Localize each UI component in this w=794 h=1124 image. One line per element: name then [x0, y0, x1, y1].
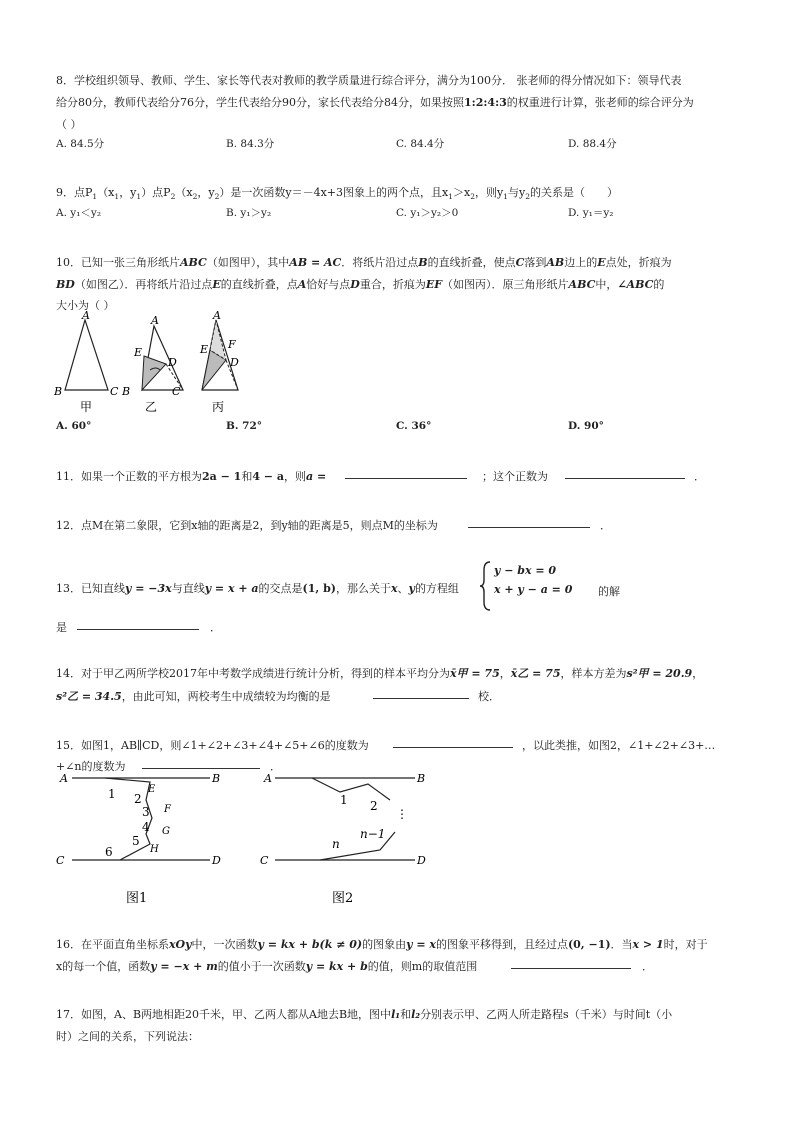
svg-text:A: A: [213, 309, 221, 322]
q16-text: 中，一次函数: [191, 938, 258, 951]
q17-text: 17．如图，A、B两地相距20千米，甲、乙两人都从A地去B地，图中: [56, 1008, 392, 1021]
q11-text: ，则: [283, 470, 306, 483]
q9-sub: 1: [114, 192, 120, 202]
q10-math: C: [515, 256, 525, 269]
q11-math: 4 − a: [252, 470, 284, 483]
q10-text: 边上的: [564, 256, 598, 269]
q13-text: 的方程组: [414, 582, 459, 595]
q10-line3: 大小为（ ）: [56, 299, 115, 312]
q13-math: y: [408, 582, 415, 595]
svg-text:F: F: [228, 338, 236, 351]
q14-mean-jia: x̄甲 = 75: [450, 667, 500, 680]
figure-1: [56, 772, 221, 906]
q10-option-b[interactable]: B. 72°: [226, 420, 263, 432]
figure-yi: [121, 314, 183, 414]
q10-text: （如图丙）．原三角形纸片: [442, 278, 569, 291]
q10-text: 落到: [524, 256, 547, 269]
svg-text:2: 2: [134, 792, 142, 806]
svg-text:C: C: [260, 854, 269, 867]
q9-text: ＞x: [453, 186, 471, 199]
q10-text: 的直线折叠，使点: [427, 256, 516, 269]
q13-system-eq2: x + y − a = 0: [494, 583, 573, 596]
figure-2: [260, 772, 426, 906]
q15-line1: 15．如图1，AB∥CD，则∠1+∠2+∠3+∠4+∠5+∠6的度数为: [56, 739, 369, 752]
q17-math: l₂: [411, 1008, 421, 1021]
q16-end: ．: [642, 960, 653, 973]
q9-text: （x: [175, 186, 193, 199]
q10-option-a[interactable]: A. 60°: [56, 420, 92, 432]
q10-text: 的直线折叠，点: [220, 278, 298, 291]
svg-text:B: B: [212, 772, 221, 785]
q13-stem: [56, 580, 459, 596]
svg-text:E: E: [148, 784, 156, 795]
q10-text: 恰好与点: [306, 278, 351, 291]
q9-sub: 1: [448, 192, 453, 202]
q10-text: 的: [653, 278, 665, 291]
q12-answer-blank[interactable]: [468, 517, 590, 528]
q13-system-eq1: y − bx = 0: [494, 564, 557, 577]
q11-answer-blank-1[interactable]: [345, 468, 467, 479]
q10-text: 10．已知一张三角形纸片: [56, 256, 180, 269]
q14-answer-blank[interactable]: [373, 688, 469, 699]
q13-text: 的交点是: [258, 582, 303, 595]
q11-end: ．: [694, 470, 705, 483]
q10-text: （如图甲），其中: [206, 256, 290, 269]
q17-text: 和: [400, 1008, 412, 1021]
q8-option-c[interactable]: C. 84.4分: [396, 138, 445, 150]
q13-text-2: 的解: [598, 585, 620, 598]
q9-text: ，y: [119, 186, 137, 199]
q14-var-yi: s²乙 = 34.5: [56, 690, 122, 703]
q9-text: 与y: [508, 186, 526, 199]
q14-text: 14．对于甲乙两所学校2017年中考数学成绩进行统计分析，得到的样本平均分为: [56, 667, 450, 680]
q11-text: 和: [241, 470, 253, 483]
svg-text:G: G: [162, 826, 170, 837]
q10-math: A: [297, 278, 307, 291]
q9-sub: 1: [503, 192, 508, 202]
svg-text:6: 6: [105, 845, 113, 859]
q16-math: y = x: [406, 938, 436, 951]
q12-end: ．: [600, 519, 611, 532]
q13-end: ．: [210, 621, 221, 634]
svg-text:H: H: [150, 844, 159, 855]
figure-1-caption: 图1: [126, 891, 148, 906]
svg-text:A: A: [151, 314, 159, 327]
svg-text:n−1: n−1: [360, 827, 386, 841]
svg-text:B: B: [122, 385, 131, 398]
q15-answer-blank-1[interactable]: [393, 737, 513, 748]
q8-option-b[interactable]: B. 84.3分: [226, 138, 275, 150]
q10-math: ABC: [568, 278, 596, 291]
svg-text:A: A: [82, 309, 90, 322]
q16-text: 的值，则m的取值范围: [367, 960, 478, 973]
q10-line2: [56, 276, 664, 292]
q10-math: E: [597, 256, 606, 269]
figure-2-caption: 图2: [332, 891, 354, 906]
q10-text: ．将纸片沿过点: [341, 256, 419, 269]
q8-line2: [56, 94, 694, 110]
label-yi: 乙: [145, 400, 158, 414]
q13-brace: [480, 560, 492, 612]
q16-text: 16．在平面直角坐标系: [56, 938, 169, 951]
svg-text:D: D: [230, 356, 239, 369]
svg-text:D: D: [212, 854, 221, 867]
q16-line1: [56, 936, 708, 952]
q16-math: xOy: [169, 938, 192, 951]
q16-math: y = kx + b: [305, 960, 368, 973]
label-bing: 丙: [212, 400, 225, 414]
svg-text:5: 5: [132, 834, 140, 848]
q15-end: ．: [270, 760, 281, 773]
q16-math: (0, −1): [567, 938, 611, 951]
svg-text:3: 3: [142, 805, 150, 819]
q13-answer-blank[interactable]: [77, 619, 199, 630]
label-jia: 甲: [80, 400, 93, 414]
q10-text: 重合，折痕为: [359, 278, 426, 291]
q10-text: 中，: [595, 278, 618, 291]
q8-line2-a: 给分80分，教师代表给分76分，学生代表给分90分，家长代表给分84分，如果按照: [56, 96, 464, 109]
svg-text:1: 1: [108, 787, 116, 801]
figure-jia: [53, 309, 119, 414]
q8-paren: （ ）: [56, 118, 82, 131]
q13-text: 13．已知直线: [56, 582, 125, 595]
q10-math: EF: [425, 278, 443, 291]
q16-text: ．当: [610, 938, 633, 951]
q12-stem: 12．点M在第二象限，它到x轴的距离是2，到y轴的距离是5，则点M的坐标为: [56, 519, 438, 532]
q16-text: x的每一个值，函数: [56, 960, 151, 973]
q15-answer-blank-2[interactable]: [142, 758, 260, 769]
q16-line2: [56, 958, 477, 974]
q9-text: ，y: [197, 186, 215, 199]
svg-text:D: D: [417, 854, 426, 867]
q8-line1: 8．学校组织领导、教师、学生、家长等代表对教师的教学质量进行综合评分，满分为100分． 张老师的得分情况如下：领导代表: [56, 74, 682, 87]
svg-text:1: 1: [340, 793, 348, 807]
q14-mean-yi: x̄乙 = 75: [510, 667, 561, 680]
q17-math: l₁: [391, 1008, 401, 1021]
q14-line1: 14．对于甲乙两所学校2017年中考数学成绩进行统计分析，得到的样本平均分为x̄甲 = 75，x̄乙 = 75，样本方差为s²甲 = 20.9，: [56, 667, 704, 680]
q9-sub: 2: [170, 192, 176, 202]
q10-math: D: [350, 278, 360, 291]
q16-text: 的值小于一次函数: [217, 960, 306, 973]
q9-sub: 1: [136, 192, 142, 202]
q9-option-d[interactable]: D. y₁＝y₂: [568, 207, 614, 219]
q13-math: y = −3x: [125, 582, 172, 595]
q9-option-c[interactable]: C. y₁＞y₂＞0: [396, 207, 459, 219]
q10-math: ∠ABC: [617, 278, 654, 291]
q9-sub: 2: [192, 192, 198, 202]
svg-text:C: C: [110, 385, 119, 398]
q15-line2: +∠n的度数为: [56, 760, 126, 773]
q10-math: B: [418, 256, 428, 269]
svg-text:C: C: [172, 385, 181, 398]
q10-option-d[interactable]: D. 90°: [568, 420, 604, 432]
q11-answer-blank-2[interactable]: [565, 468, 685, 479]
q9-option-a[interactable]: A. y₁＜y₂: [56, 207, 102, 219]
q16-math: y = kx + b(k ≠ 0): [257, 938, 363, 951]
q14-var-jia: s²甲 = 20.9: [626, 667, 693, 680]
q8-line2-b: 的权重进行计算，张老师的综合评分为: [506, 96, 694, 109]
q9-sub: 2: [525, 192, 530, 202]
q14-line2: [56, 688, 331, 704]
svg-text:E: E: [134, 346, 143, 359]
q10-option-c[interactable]: C. 36°: [396, 420, 432, 432]
q14-text: ，由此可知，两校考生中成绩较为均衡的是: [121, 690, 331, 703]
q16-text: 的图象由: [362, 938, 407, 951]
q17-line1: [56, 1006, 672, 1022]
q10-math: E: [212, 278, 221, 291]
svg-text:A: A: [60, 772, 68, 785]
svg-text:2: 2: [370, 799, 378, 813]
q16-text: 的图象平移得到，且经过点: [435, 938, 568, 951]
q17-text: 分别表示甲、乙两人所走路程s（千米）与时间t（小: [420, 1008, 673, 1021]
q15-line1-b: ，以此类推，如图2，∠1+∠2+∠3+…: [522, 739, 716, 752]
q8-ratio: 1:2:4:3: [464, 96, 507, 109]
q10-math: AB = AC: [289, 256, 342, 269]
q13-text: 、: [397, 582, 409, 595]
q10-text: （如图乙）．再将纸片沿过点: [74, 278, 213, 291]
q8-option-a[interactable]: A. 84.5分: [56, 138, 105, 150]
q13-text: 与直线: [171, 582, 205, 595]
svg-text:E: E: [200, 343, 209, 356]
q13-math: (1, b): [302, 582, 336, 595]
q9-text: （x: [97, 186, 115, 199]
q8-option-d[interactable]: D. 88.4分: [568, 138, 617, 150]
q11-math: 2a − 1: [202, 470, 242, 483]
q9-option-b[interactable]: B. y₁＞y₂: [226, 207, 272, 219]
q15-figures: [50, 770, 450, 910]
q9-sub: 2: [470, 192, 475, 202]
svg-text:C: C: [56, 854, 65, 867]
q11-math: a =: [305, 470, 327, 483]
svg-text:A: A: [264, 772, 272, 785]
svg-text:B: B: [54, 385, 63, 398]
q17-line2: 时）之间的关系，下列说法：: [56, 1030, 199, 1043]
q14-end: 校．: [478, 690, 500, 703]
q11-text-2: ；这个正数为: [482, 470, 548, 483]
q14-text: ，样本方差为: [560, 667, 627, 680]
q10-line1: [56, 254, 672, 270]
q16-answer-blank[interactable]: [511, 958, 631, 969]
svg-text:4: 4: [142, 820, 150, 834]
figure-bing: [199, 309, 239, 414]
q13-math: x: [390, 582, 398, 595]
q13-text: ，那么关于: [335, 582, 391, 595]
q9-text: ）点P: [141, 186, 171, 199]
q16-text: 时，对于: [663, 938, 708, 951]
q11-text: 11．如果一个正数的平方根为: [56, 470, 202, 483]
svg-text:⋮: ⋮: [396, 807, 408, 821]
q16-math: y = −x + m: [150, 960, 218, 973]
q9-text: 的关系是（ ）: [530, 186, 618, 199]
q9-sub: 2: [214, 192, 220, 202]
q9-sub: 1: [92, 192, 98, 202]
svg-text:D: D: [168, 356, 177, 369]
q9-stem: [56, 184, 618, 201]
q10-math: BD: [56, 278, 75, 291]
svg-text:n: n: [332, 837, 340, 851]
svg-text:B: B: [417, 772, 426, 785]
q11-stem: [56, 468, 326, 484]
q13-text-3: 是: [56, 621, 67, 634]
svg-text:F: F: [164, 804, 171, 815]
q10-math: AB: [546, 256, 565, 269]
q10-math: ABC: [180, 256, 207, 269]
q10-text: 点处，折痕为: [605, 256, 672, 269]
q13-math: y = x + a: [204, 582, 259, 595]
q9-text: ，则y: [475, 186, 504, 199]
q10-figures: [50, 308, 270, 418]
q9-text: ）是一次函数y＝－4x+3图象上的两个点，且x: [219, 186, 449, 199]
q9-text: 9．点P: [56, 186, 93, 199]
q16-math: x > 1: [632, 938, 664, 951]
